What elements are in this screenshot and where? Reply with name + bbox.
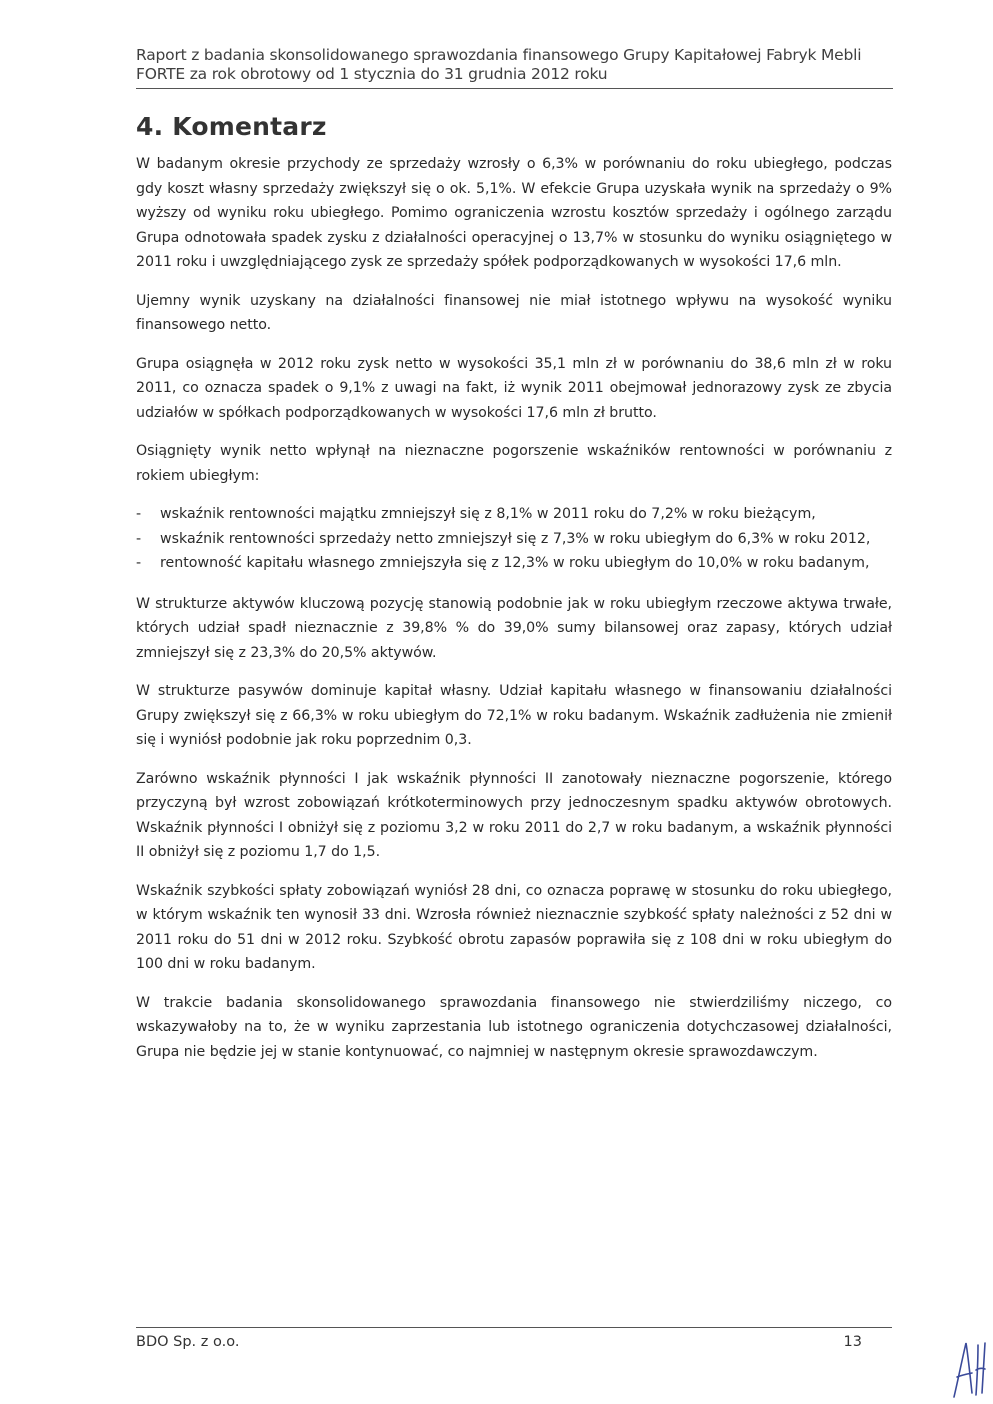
footer-company: BDO Sp. z o.o. <box>136 1334 240 1350</box>
paragraph-financial-result: Ujemny wynik uzyskany na działalności finansowej nie miał istotnego wpływu na wysokość wyniku finansowego netto. <box>136 292 892 333</box>
paragraph-assets: W strukturze aktywów kluczową pozycję stanowią podobnie jak w roku ubiegłym rzeczowe aktywa trwałe, których udział spadł nieznacznie z 39,8% % do 39,0% sumy bilansowej oraz zapasy, których udział zmniejszył się z 23,3% do 20,5% aktywów. <box>136 595 892 661</box>
list-item <box>136 527 892 552</box>
paragraph-liabilities: W strukturze pasywów dominuje kapitał własny. Udział kapitału własnego w finansowaniu działalności Grupy zwiększył się z 66,3% w roku ubiegłym do 72,1% w roku badanym. Wskaźnik zadłużenia nie zmienił się i wyniósł podobnie jak roku poprzednim 0,3. <box>136 683 892 748</box>
bullet-dash: - <box>136 555 142 571</box>
paragraph-revenue: W badanym okresie przychody ze sprzedaży wzrosły o 6,3% w porównaniu do roku ubiegłego, podczas gdy koszt własny sprzedaży zwiększył się o ok. 5,1%. W efekcie Grupa uzyskała wynik na sprzedaży o 9% wyższy od wyniku roku ubiegłego. Pomimo ograniczenia wzrostu kosztów sprzedaży i ogólnego zarządu Grupa odnotowała spadek zysku z działalności operacyjnej o 13,7% w stosunku do wyniku osiągniętego w 2011 roku i uwzględniającego zysk ze sprzedaży spółek podporządkowanych w wysokości 17,6 mln. <box>136 156 892 270</box>
list-item-text: rentowność kapitału własnego zmniejszyła się z 12,3% w roku ubiegłym do 10,0% w roku badanym, <box>160 555 870 571</box>
section-title: 4. Komentarz <box>136 112 327 141</box>
page-header <box>136 46 893 89</box>
list-item-text: wskaźnik rentowności majątku zmniejszył się z 8,1% w 2011 roku do 7,2% w roku bieżącym, <box>160 506 816 522</box>
profitability-list <box>136 502 892 576</box>
page-number: 13 <box>843 1334 862 1350</box>
document-body <box>136 152 892 1078</box>
paragraph-liquidity: Zarówno wskaźnik płynności I jak wskaźnik płynności II zanotowały nieznaczne pogorszenie, którego przyczyną był wzrost zobowiązań krótkoterminowych przy jednoczesnym spadku aktywów obrotowych. Wskaźnik płynności I obniżył się z poziomu 3,2 w roku 2011 do 2,7 w roku badanym, a wskaźnik płynności II obniżył się z poziomu 1,7 do 1,5. <box>136 770 892 860</box>
paragraph-net-profit: Grupa osiągnęła w 2012 roku zysk netto w wysokości 35,1 mln zł w porównaniu do 38,6 mln zł w roku 2011, co oznacza spadek o 9,1% z uwagi na fakt, iż wynik 2011 obejmował jednorazowy zysk ze zbycia udziałów w spółkach podporządkowanych w wysokości 17,6 mln zł brutto. <box>136 355 892 421</box>
handwritten-initials-icon <box>950 1335 990 1400</box>
header-line-2: FORTE za rok obrotowy od 1 stycznia do 31 grudnia 2012 roku <box>136 65 608 83</box>
bullet-dash: - <box>136 506 142 522</box>
paragraph-profitability-intro: Osiągnięty wynik netto wpłynął na nieznaczne pogorszenie wskaźników rentowności w porównaniu z rokiem ubiegłym: <box>136 443 892 484</box>
paragraph-turnover: Wskaźnik szybkości spłaty zobowiązań wyniósł 28 dni, co oznacza poprawę w stosunku do roku ubiegłego, w którym wskaźnik ten wynosił 33 dni. Wzrosła również nieznacznie szybkość spłaty należności z 52 dni w 2011 roku do 51 dni w 2012 roku. Szybkość obrotu zapasów poprawiła się z 108 dni w roku ubiegłym do 100 dni w roku badanym. <box>136 882 892 972</box>
header-line-1: Raport z badania skonsolidowanego sprawozdania finansowego Grupy Kapitałowej Fabryk Mebli <box>136 46 862 64</box>
paragraph-going-concern: W trakcie badania skonsolidowanego sprawozdania finansowego nie stwierdziliśmy niczego, co wskazywałoby na to, że w wyniku zaprzestania lub istotnego ograniczenia dotychczasowej działalności, Grupa nie będzie jej w stanie kontynuować, co najmniej w następnym okresie sprawozdawczym. <box>136 994 892 1060</box>
bullet-dash: - <box>136 530 142 547</box>
page-footer <box>136 1327 892 1350</box>
list-item-text: wskaźnik rentowności sprzedaży netto zmniejszył się z 7,3% w roku ubiegłym do 6,3% w roku 2012, <box>160 530 871 547</box>
list-item <box>136 502 892 527</box>
list-item <box>136 551 892 576</box>
